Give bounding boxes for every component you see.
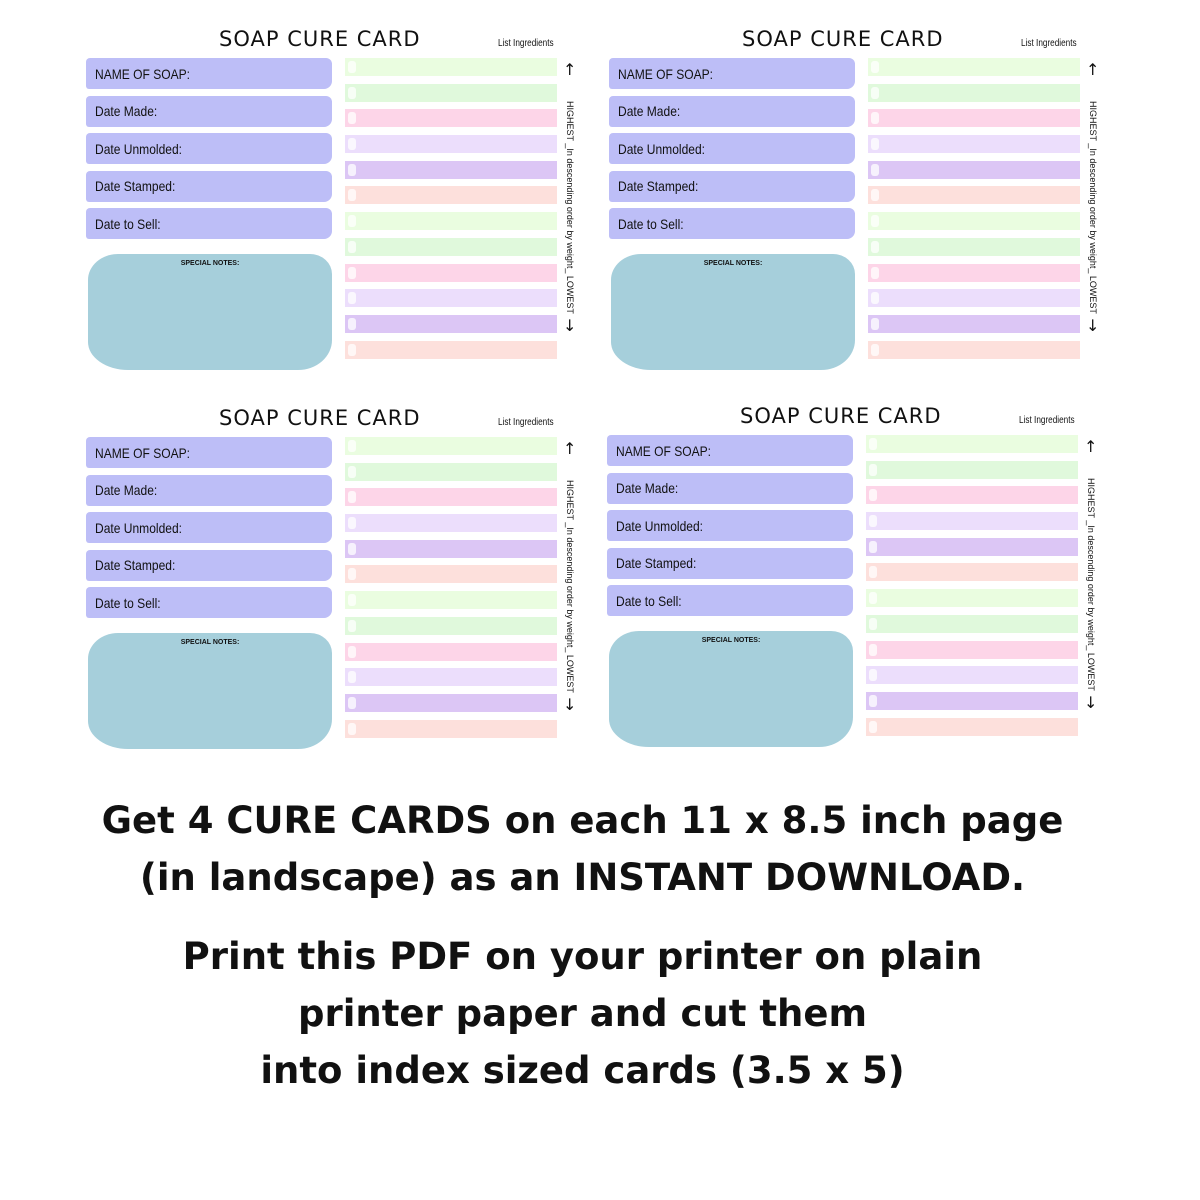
caption-top [0, 792, 1165, 906]
caption-line: Get 4 CURE CARDS on each 11 x 8.5 inch page [101, 799, 1064, 842]
caption-line: into index sized cards (3.5 x 5) [260, 1049, 905, 1092]
ingredient-checkbox [348, 318, 356, 330]
special-notes-label: SPECIAL NOTES: [701, 637, 761, 644]
field-list [86, 58, 332, 246]
card-title: SOAP CURE CARD [742, 27, 944, 51]
ingredient-checkbox [348, 543, 356, 555]
ingredient-checkbox [871, 138, 879, 150]
ingredient-checkbox [871, 112, 879, 124]
ingredient-lines [868, 58, 1080, 366]
list-ingredients-header: List Ingredients [498, 38, 554, 49]
ingredient-line [866, 512, 1078, 530]
ingredient-line [345, 161, 557, 179]
arrow-up-icon: ↑ [563, 439, 577, 458]
field-list [86, 437, 332, 625]
field-date-to-sell: Date to Sell: [609, 208, 855, 239]
arrow-down-icon: ↓ [563, 695, 577, 714]
cure-card-2 [609, 27, 1109, 387]
cure-card-1 [86, 27, 586, 387]
ingredient-line [345, 84, 557, 102]
ingredient-checkbox [348, 517, 356, 529]
card-title: SOAP CURE CARD [219, 27, 421, 51]
ingredient-checkbox [348, 189, 356, 201]
ingredient-line [866, 666, 1078, 684]
special-notes-label: SPECIAL NOTES: [180, 260, 240, 267]
field-date-stamped: Date Stamped: [607, 548, 853, 579]
ingredient-checkbox [871, 241, 879, 253]
caption-line: Print this PDF on your printer on plain [182, 935, 983, 978]
field-date-stamped: Date Stamped: [86, 171, 332, 202]
ingredient-line [345, 58, 557, 76]
arrow-up-icon: ↑ [563, 60, 577, 79]
ingredient-line [345, 238, 557, 256]
ingredient-checkbox [869, 644, 877, 656]
descending-order-label: HIGHEST _In descending order by weight_ LOWEST [565, 101, 575, 314]
ingredient-line [866, 692, 1078, 710]
field-date-unmolded: Date Unmolded: [86, 133, 332, 164]
arrow-down-icon: ↓ [1084, 693, 1098, 712]
ingredient-line [868, 341, 1080, 359]
ingredient-checkbox [348, 440, 356, 452]
field-name-of-soap: NAME OF SOAP: [86, 58, 332, 89]
caption-bottom [0, 928, 1165, 1099]
ingredient-checkbox [869, 489, 877, 501]
ingredient-checkbox [348, 568, 356, 580]
cure-card-3 [86, 406, 586, 766]
special-notes-box [611, 254, 855, 370]
field-date-unmolded: Date Unmolded: [607, 510, 853, 541]
ingredient-line [345, 315, 557, 333]
ingredient-lines [345, 58, 557, 366]
card-title: SOAP CURE CARD [219, 406, 421, 430]
ingredient-line [345, 617, 557, 635]
arrow-up-icon: ↑ [1084, 437, 1098, 456]
field-date-made: Date Made: [86, 475, 332, 506]
field-name-of-soap: NAME OF SOAP: [86, 437, 332, 468]
ingredient-line [868, 58, 1080, 76]
field-date-to-sell: Date to Sell: [86, 587, 332, 618]
ingredient-checkbox [871, 344, 879, 356]
ingredient-line [345, 289, 557, 307]
ingredient-line [345, 720, 557, 738]
ingredient-line [866, 563, 1078, 581]
field-name-of-soap: NAME OF SOAP: [607, 435, 853, 466]
ingredient-checkbox [348, 620, 356, 632]
ingredient-line [866, 718, 1078, 736]
ingredient-checkbox [348, 267, 356, 279]
field-date-made: Date Made: [86, 96, 332, 127]
ingredient-checkbox [348, 466, 356, 478]
field-date-to-sell: Date to Sell: [607, 585, 853, 616]
ingredient-checkbox [348, 491, 356, 503]
ingredient-line [345, 514, 557, 532]
field-date-made: Date Made: [607, 473, 853, 504]
ingredient-checkbox [348, 594, 356, 606]
field-date-unmolded: Date Unmolded: [609, 133, 855, 164]
ingredient-line [868, 186, 1080, 204]
ingredient-line [345, 540, 557, 558]
ingredient-checkbox [348, 112, 356, 124]
ingredient-line [868, 289, 1080, 307]
ingredient-line [866, 641, 1078, 659]
ingredient-checkbox [871, 164, 879, 176]
ingredient-lines [866, 435, 1078, 743]
ingredient-line [866, 615, 1078, 633]
ingredient-checkbox [869, 618, 877, 630]
ingredient-checkbox [869, 464, 877, 476]
ingredient-line [345, 212, 557, 230]
ingredient-line [345, 668, 557, 686]
ingredient-line [866, 486, 1078, 504]
ingredient-checkbox [871, 292, 879, 304]
ingredient-checkbox [871, 215, 879, 227]
arrow-down-icon: ↓ [563, 316, 577, 335]
ingredient-line [868, 264, 1080, 282]
ingredient-checkbox [348, 87, 356, 99]
special-notes-box [88, 633, 332, 749]
arrow-up-icon: ↑ [1086, 60, 1100, 79]
field-date-stamped: Date Stamped: [86, 550, 332, 581]
ingredient-line [868, 109, 1080, 127]
special-notes-label: SPECIAL NOTES: [180, 639, 240, 646]
ingredient-line [345, 694, 557, 712]
special-notes-box [609, 631, 853, 747]
ingredient-line [345, 186, 557, 204]
field-date-unmolded: Date Unmolded: [86, 512, 332, 543]
special-notes-label: SPECIAL NOTES: [703, 260, 763, 267]
descending-order-label: HIGHEST _In descending order by weight_ LOWEST [1086, 478, 1096, 691]
ingredient-checkbox [348, 164, 356, 176]
ingredient-line [345, 264, 557, 282]
ingredient-checkbox [348, 671, 356, 683]
ingredient-checkbox [348, 723, 356, 735]
field-date-stamped: Date Stamped: [609, 171, 855, 202]
ingredient-line [345, 341, 557, 359]
ingredient-line [866, 538, 1078, 556]
field-date-to-sell: Date to Sell: [86, 208, 332, 239]
ingredient-line [345, 109, 557, 127]
ingredient-checkbox [869, 721, 877, 733]
ingredient-line [345, 643, 557, 661]
field-name-of-soap: NAME OF SOAP: [609, 58, 855, 89]
ingredient-checkbox [348, 138, 356, 150]
caption-line: (in landscape) as an INSTANT DOWNLOAD. [139, 856, 1026, 899]
ingredient-checkbox [348, 61, 356, 73]
ingredient-line [868, 84, 1080, 102]
card-title: SOAP CURE CARD [740, 404, 942, 428]
ingredient-line [345, 565, 557, 583]
ingredient-line [345, 437, 557, 455]
list-ingredients-header: List Ingredients [498, 417, 554, 428]
ingredient-checkbox [871, 61, 879, 73]
field-list [609, 58, 855, 246]
ingredient-checkbox [869, 438, 877, 450]
ingredient-line [868, 135, 1080, 153]
ingredient-checkbox [871, 189, 879, 201]
ingredient-checkbox [869, 515, 877, 527]
ingredient-lines [345, 437, 557, 745]
descending-order-label: HIGHEST _In descending order by weight_ LOWEST [1088, 101, 1098, 314]
ingredient-checkbox [348, 646, 356, 658]
ingredient-checkbox [869, 669, 877, 681]
ingredient-checkbox [871, 318, 879, 330]
ingredient-line [868, 315, 1080, 333]
ingredient-line [868, 212, 1080, 230]
ingredient-line [345, 135, 557, 153]
ingredient-checkbox [348, 292, 356, 304]
list-ingredients-header: List Ingredients [1019, 415, 1075, 426]
ingredient-checkbox [869, 566, 877, 578]
ingredient-checkbox [869, 541, 877, 553]
list-ingredients-header: List Ingredients [1021, 38, 1077, 49]
ingredient-checkbox [348, 215, 356, 227]
caption-line: printer paper and cut them [297, 992, 868, 1035]
ingredient-line [868, 161, 1080, 179]
special-notes-box [88, 254, 332, 370]
ingredient-checkbox [871, 87, 879, 99]
cure-card-4 [607, 404, 1107, 764]
ingredient-checkbox [869, 592, 877, 604]
ingredient-checkbox [348, 697, 356, 709]
ingredient-line [345, 591, 557, 609]
ingredient-checkbox [871, 267, 879, 279]
ingredient-line [866, 435, 1078, 453]
ingredient-line [345, 488, 557, 506]
ingredient-checkbox [348, 344, 356, 356]
field-date-made: Date Made: [609, 96, 855, 127]
ingredient-checkbox [869, 695, 877, 707]
descending-order-label: HIGHEST _In descending order by weight_ LOWEST [565, 480, 575, 693]
ingredient-line [345, 463, 557, 481]
ingredient-line [866, 461, 1078, 479]
ingredient-checkbox [348, 241, 356, 253]
ingredient-line [866, 589, 1078, 607]
ingredient-line [868, 238, 1080, 256]
arrow-down-icon: ↓ [1086, 316, 1100, 335]
field-list [607, 435, 853, 623]
